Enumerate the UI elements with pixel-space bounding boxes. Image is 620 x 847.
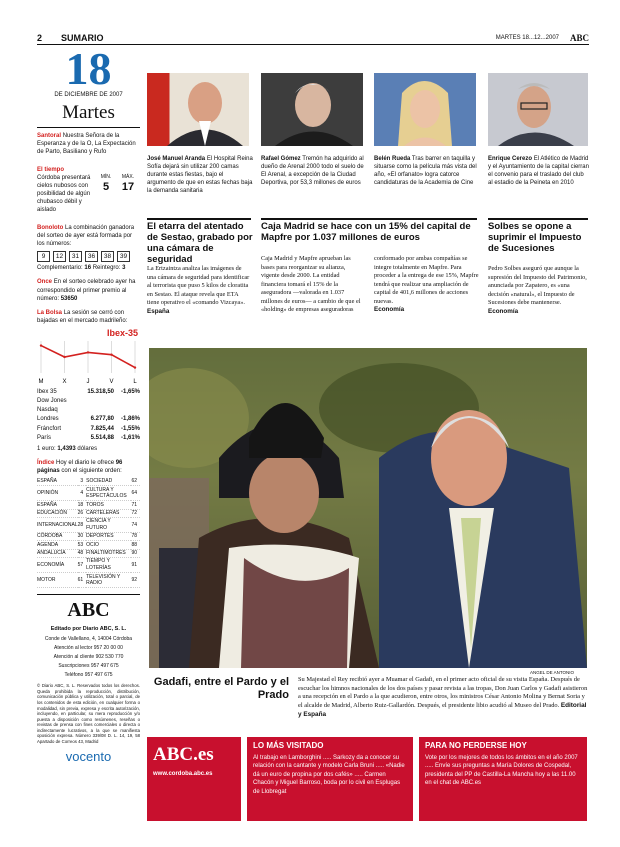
index-section: OCIO [86,541,131,549]
market-change [114,406,140,415]
person-photo-cerezo [488,73,588,146]
ibex-chart-title: Ibex-35 [106,327,138,338]
euro-rate [37,445,140,453]
main-headline: Gadafi, entre el Pardo y el Prado [153,676,289,701]
person-photo-rueda [374,73,476,146]
bolsa-text: La sesión se cerró con bajadas en el mercado madrileño: [37,309,128,324]
person-text: Tras barrer en taquilla y situarse como la película más vista del año, «El orfanato» logra catorce candidaturas de la Academia de Cine [374,156,477,187]
main-photo [149,348,587,668]
market-value: 5.514,88 [90,434,115,441]
bonoloto-text: La combinación ganadora del sorteo de ayer está formada por los números: [37,225,135,248]
index-page: 28 [78,518,87,533]
index-row [37,573,140,588]
index-page: 18 [78,501,87,509]
euro-label: 1 euro: [37,445,56,452]
publisher-phone-2: Atención al cliente 902 530 770 [53,654,124,661]
weather [37,166,140,215]
market-table [37,387,140,443]
weather-label: El tiempo [37,166,65,173]
story-body-solbes [488,265,588,316]
publisher-edited: Editado por Diario ABC, S. L. [50,626,127,633]
publisher-legal: © Diario ABC, S. L. Reservados todos los derechos. Queda prohibida la reproducción, distribución, comunicación pública y utilización, total o parcial, de los contenidos de esta edición, en cualquier forma o modalidad, sin previa, expresa y escrita autorización, incluyendo, en particular, su mera reproducción y/o puesta a disposición como resúmenes, reseñas o revistas de prensa con fines comerciales o directa o indirectamente lucrativos, a la que se manifiesta oposición expresa. Número 339/08 D. L. 14, 19, 58 Apartado de Correos 43, Madrid [37,683,140,744]
index-page: 26 [78,509,87,517]
reintegro-label: Reintegro: [92,265,121,272]
person-photo-aranda [147,73,249,146]
euro-value: 1,4393 [57,445,76,452]
index-section: CARTELERAS [86,509,131,517]
bonoloto-numbers [37,251,140,262]
index-section: ESPAÑA [37,501,78,509]
most-visited-text[interactable]: Al trabajo en Lamborghini ..... Sarkozy da a conocer su relación con la cantante y modelo Carla Bruni ..... «Nadie dá un euro de propina por dos cafés» ..... Carmen Chacón y Miguel Barroso, boda por lo civil en Esplugas de Llobregat [253,755,405,795]
abc-es-block[interactable] [147,737,241,821]
main-caption-text: Su Majestad el Rey recibió ayer a Muamar el Gadafi, en el primer acto oficial de su visita España. Después de escuchar los himnos nacionales de los dos países y pasar revista a las tropas, Don Juan Carlos y Gadafi asistieron a una recepción en el Pardo a la que acudieron, entre otros, los ministros César Antonio Molina y Bernat Soria y el alcalde de Madrid, Alberto Ruiz-Gallardón. Después, el presidente libio acudió al Museo del Prado. [298,676,588,709]
header-logo: ABC [569,33,589,43]
person-name: Enrique Cerezo [488,156,533,162]
index-section: INTERNACIONAL [37,518,78,533]
market-row [37,415,140,424]
index-section: ANDALUCÍA [37,549,78,557]
main-caption-section: Editorial y España [298,701,587,718]
once [37,278,140,302]
index-page: 71 [131,501,140,509]
story-rule [147,218,251,220]
index-section: DEPORTES [86,533,131,541]
index-section: AGENDA [37,541,78,549]
story-rule [261,218,477,220]
ibex-point [63,356,65,358]
ibex-tick-label: X [62,378,67,385]
publisher-fax-2: Teléfono 957 497 675 [64,672,113,679]
section-title: SUMARIO [61,33,104,43]
ibex-point [134,366,136,368]
bonoloto-number: 9 [37,251,50,262]
index-page: 88 [131,541,140,549]
story-section: España [147,307,170,315]
bonoloto-number: 36 [85,251,98,262]
market-row [37,433,140,442]
index-row [37,533,140,541]
market-change [114,396,140,405]
person-name: Rafael Gómez [261,156,301,162]
market-name: Dow Jones [37,397,67,404]
photo-credit: ANGEL DE ANTONIO [530,670,575,675]
index-page: 91 [131,558,140,573]
ibex-tick-label: V [109,378,114,385]
abc-es-logo: ABC.es [153,744,214,765]
dont-miss-title: PARA NO PERDERSE HOY [425,741,527,750]
sidebar [37,43,140,816]
person-caption-aranda [147,155,253,195]
person-photo-gomez [261,73,363,146]
indice-pages: 96 páginas [37,459,123,474]
indice-text2: con el siguiente orden: [61,467,122,474]
index-section: EDUCACIÓN [37,509,78,517]
market-row [37,406,140,415]
ibex-point [87,351,89,353]
index-row [37,486,140,501]
once-text: En el sorteo celebrado ayer ha correspondido el primer premio al número: [37,279,136,302]
complementario-label: Complementario: [37,265,83,272]
index-row [37,558,140,573]
market-value [78,406,114,415]
person-name: José Manuel Aranda [147,156,206,162]
publisher-address: Conde de Vallellano, 4, 14004 Córdoba [44,636,133,643]
story-rule [488,218,588,220]
market-value [78,396,114,405]
index-section: FINALTIMOTRES [86,549,131,557]
index-page: 61 [78,573,87,588]
most-visited-box [247,737,413,821]
index-section: CIENCIA Y FUTURO [86,518,131,533]
index-page: 78 [131,533,140,541]
dont-miss-text[interactable]: Vote por los mejores de todos los ámbitos en el año 2007 ..... Envíe sus preguntas a María Dolores de Cospedal, presidenta del PP de Castilla-La Mancha hoy a las 11.00 en el chat de ABC.es [425,755,578,787]
page-header [37,33,589,45]
main-caption [298,676,588,719]
ibex-chart-svg [37,327,140,387]
person-caption-cerezo [488,155,590,187]
index-section: CULTURA Y ESPECTÁCULOS [86,486,131,501]
index-section: OPINIÓN [37,486,78,501]
index-section: CÓRDOBA [37,533,78,541]
santoral [37,132,140,156]
index-page: 74 [131,518,140,533]
bonoloto-number: 12 [53,251,66,262]
indice-text: Hoy el diario le ofrece [56,459,115,466]
story-body-text: La Ertzaintza analiza las imágenes de una cámara de seguridad para identificar al terrorista que puso 5 kilos de cloratita en Sestao. El ataque revela que ETA tiene operativo el «comando Vizcaya». [147,265,250,306]
market-change: -1,55% [120,425,140,432]
ibex-tick-label: L [133,378,137,385]
most-visited-title: LO MÁS VISITADO [253,741,324,750]
reintegro-value: 3 [122,265,126,272]
santoral-label: Santoral [37,133,62,140]
market-name: Nasdaq [37,407,58,414]
bonoloto-number: 31 [69,251,82,262]
story-section: Economía [374,306,405,313]
person-text: Tremón ha adquirido al dueño de Arenal 2000 todo el suelo de El Arenal, a excepción de la Ciudad Deportiva, por 53,3 millones de euros [261,156,364,187]
index-row [37,478,140,486]
story-headline-solbes: Solbes se opone a suprimir el Impuesto de Sucesiones [488,221,582,254]
calendar-month-year: DE DICIEMBRE DE 2007 [54,92,123,98]
promo-strip [147,737,587,821]
index-page: 4 [78,486,87,501]
index-row [37,541,140,549]
market-change: -1,65% [120,388,140,395]
index-page: 48 [78,549,87,557]
index-page: 53 [78,541,87,549]
story-section: Economía [488,307,519,315]
bolsa-label: La Bolsa [37,309,63,316]
weather-min: 5 [102,181,110,194]
index-section: SOCIEDAD [86,478,131,486]
person-text: El Hospital Reina Sofía dejará sin utilizar 200 camas durante estas fiestas, bajo el argumento de que en estas fechas baja la demanda sanitaria [147,156,253,195]
bonoloto [37,224,140,272]
publisher-fax-1: Suscripciones 957 497 675 [58,663,119,670]
market-change: -1,61% [120,434,140,441]
complementario-value: 16 [84,265,92,272]
bonoloto-label: Bonoloto [37,225,64,232]
index-section: ESPAÑA [37,478,78,486]
weather-max-label: MÁX. [121,173,135,180]
euro-unit: dólares [77,445,98,452]
person-caption-rueda [374,155,480,187]
publisher-logo: ABC [67,599,110,622]
story-headline-eta: El etarra del atentado de Sestao, grabado por una cámara de seguridad [147,221,253,265]
story-headline-mapfre: Caja Madrid se hace con un 15% del capital de Mapfre por 1.037 millones de euros [261,221,471,243]
index-row [37,501,140,509]
index-page: 30 [78,533,87,541]
dont-miss-box [419,737,587,821]
index-section: TELEVISIÓN Y RADIO [86,573,131,588]
index-page: 72 [131,509,140,517]
santoral-text: Nuestra Señora de la Esperanza y de la O, La Expectación de Parto, Basiliano y Rufo [37,133,136,156]
market-value: 6.277,80 [90,416,115,423]
index-page: 62 [131,478,140,486]
index-table [37,478,140,588]
story-body-eta [147,265,251,316]
index-row [37,509,140,517]
weather-text: Córdoba presentará cielos nubosos con posibilidad de algún chubasco débil y aislado [37,174,91,213]
ibex-point [110,353,112,355]
abc-es-url[interactable]: www.cordoba.abc.es [153,770,213,777]
story-body-text: conformado por ambas compañías se integre totalmente en Mapfre. Para proceder a la entrega de ese 15%, Mapfre tendrá que realizar una ampliación de capital de 401,6 millones de acciones nuevas. [374,255,479,305]
index-section: TIEMPO Y LOTERÍAS [86,558,131,573]
bolsa [37,309,140,453]
market-row [37,424,140,433]
index-page: 64 [131,486,140,501]
indice-label: Índice [37,459,55,466]
index-section: MOTOR [37,573,78,588]
index-page: 92 [131,573,140,588]
market-value: 15.318,50 [87,388,115,395]
index-section: TOROS [86,501,131,509]
market-row [37,396,140,405]
weather-max: 17 [121,181,135,194]
ibex-tick-label: J [86,378,90,385]
bonoloto-number: 38 [101,251,114,262]
page-number: 2 [37,33,43,43]
header-date: MARTES 18...12...2007 [495,35,559,41]
calendar-weekday: Martes [62,101,115,123]
person-text: El Atlético de Madrid y el Ayuntamiento de la capital cierran el convenio para el traslado del club al estadio de la Peineta en 2010 [488,156,589,187]
once-label: Once [37,279,53,286]
once-number: 53650 [60,295,78,302]
story-body-mapfre-2 [374,255,480,315]
index-page: 57 [78,558,87,573]
market-row [37,387,140,396]
ibex-tick-label: M [38,378,44,385]
bonoloto-number: 39 [117,251,130,262]
index-section: ECONOMÍA [37,558,78,573]
ibex-chart [37,327,140,387]
index-row [37,518,140,533]
index-page: 3 [78,478,87,486]
market-name: Ibex 35 [37,388,57,395]
publisher-phone-1: Atención al lector 957 20 00 00 [54,645,123,652]
weather-min-label: MÍN. [100,173,112,180]
calendar-day: 18 [65,43,112,94]
index-row [37,549,140,557]
ibex-point [40,344,42,346]
index-page: 90 [131,549,140,557]
indice [37,459,140,589]
market-value: 7.825,44 [90,425,115,432]
market-name: Fráncfort [37,425,62,432]
person-caption-gomez [261,155,367,187]
market-name: Londres [37,416,59,423]
person-name: Belén Rueda [374,156,411,162]
market-change: -1,86% [120,416,140,423]
story-body-mapfre-1: Caja Madrid y Mapfre aprueban las bases para reorganizar su alianza, vigente desde 2000. La entidad financiera tomará el 15% de la aseguradora —valorada en 1.037 millones de euros— a cambio de que el «holding» de empresas aseguradoras [261,255,361,313]
story-body-text: Pedro Solbes aseguró que aunque la supresión del Impuesto del Patrimonio, anunciada por Zapatero, es «una decisión «natural», el Impuesto de Sucesiones debe mantenerse. [488,265,587,306]
publisher-box [37,594,140,764]
market-name: París [37,434,52,441]
vocento-logo: vocento [65,748,112,764]
